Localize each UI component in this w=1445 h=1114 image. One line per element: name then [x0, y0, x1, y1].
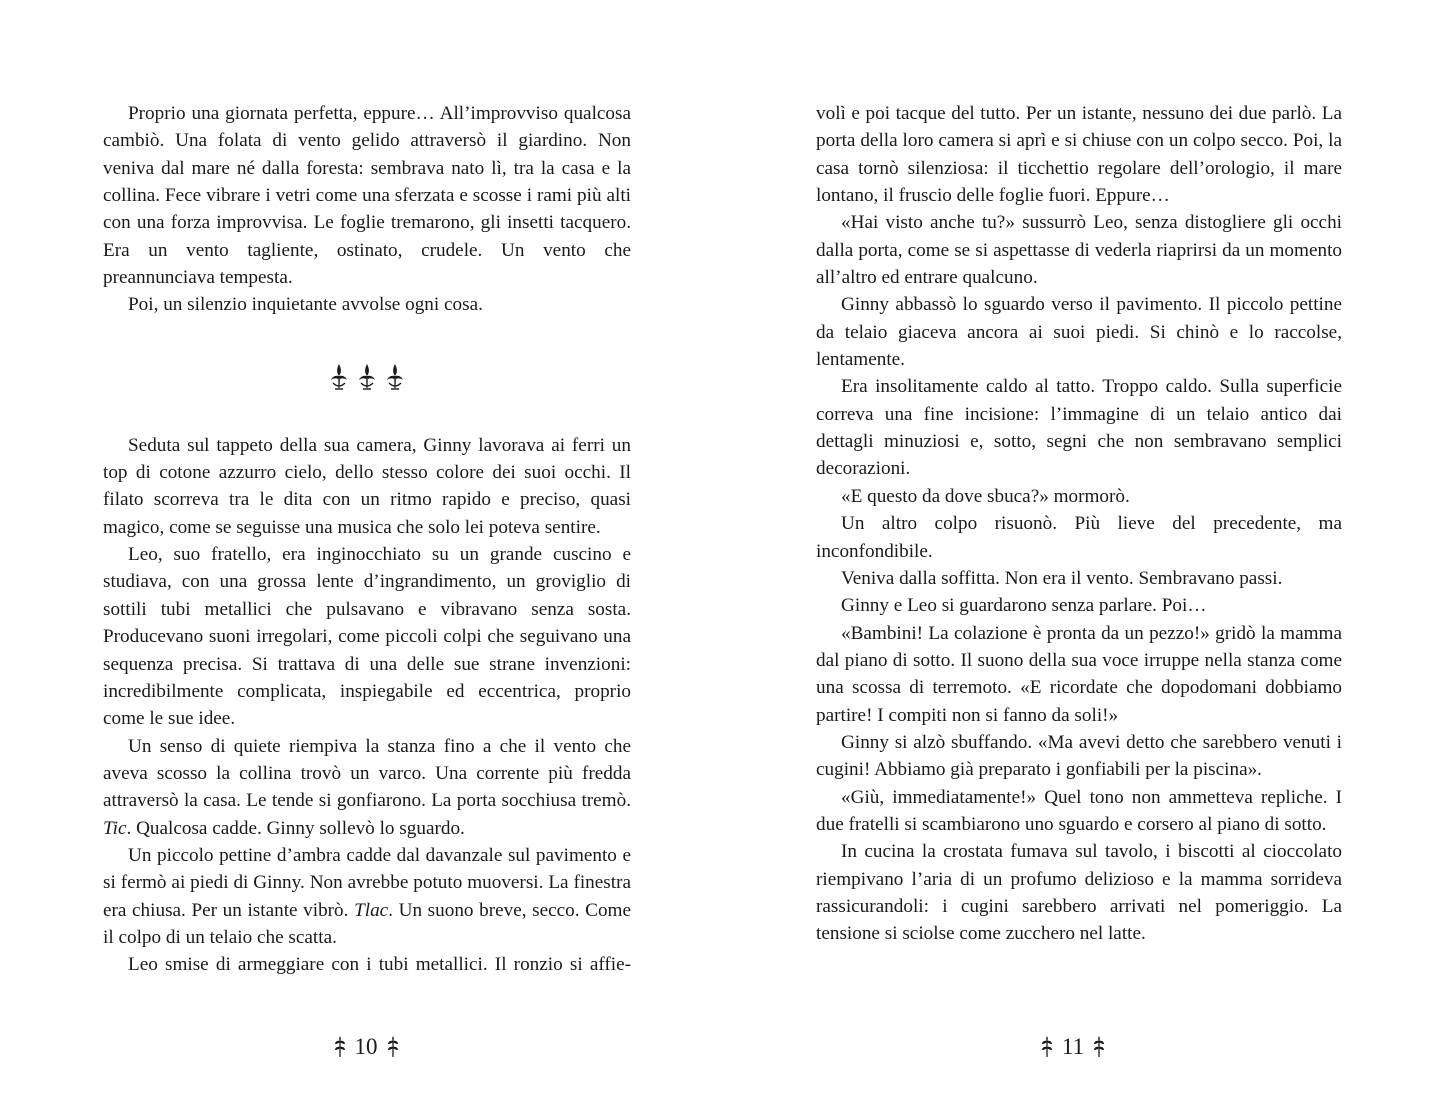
- paragraph-continued: volì e poi tacque del tutto. Per un istante, nessuno dei due parlò. La porta della loro camera si aprì e si chiuse con un colpo secco. Poi, la casa tornò silenziosa: il ticchettio regolare dell’orologio, il mare lontano, il fruscio delle foglie fuori. Eppure…: [816, 103, 1342, 207]
- paragraph: «Bambini! La colazione è pronta da un pezzo!» gridò la mamma dal piano di sotto. Il suono della sua voce irruppe nella stanza come una scossa di terremoto. «E ricordate che dopodomani dobbiamo partire! I compiti non si fanno da soli!»: [816, 622, 1342, 726]
- paragraph: Proprio una giornata perfetta, eppure… All’improvviso qualcosa cambiò. Una folata di vento gelido attraversò il giardino. Non veniva dal mare né dalla foresta: sembrava nato lì, tra la casa e la collina. Fece vibrare i vetri come una sferzata e scosse i rami più alti con una forza improvvisa. Le foglie tremarono, gli insetti tacquero. Era un vento tagliente, ostinato, crudele. Un vento che preannunciava tempesta.: [103, 103, 631, 289]
- page-number: 11: [1061, 1034, 1085, 1059]
- page-number-footer: [286, 1034, 446, 1060]
- paragraph: Leo, suo fratello, era inginocchiato su un grande cuscino e studiava, con una grossa lente d’ingrandimento, un groviglio di sottili tubi metallici che pulsavano e vibravano senza sosta. Producevano suoni irregolari, come piccoli colpi che seguivano una sequenza precisa. Si trattava di una delle sue strane invenzioni: incredibilmente complicata, inspiegabile ed eccentrica, proprio come le sue idee.: [103, 544, 631, 730]
- page-number: 10: [354, 1034, 378, 1059]
- paragraph: «E questo da dove sbuca?» mormorò.: [841, 485, 1130, 507]
- sprig-icon: [333, 1036, 347, 1058]
- fleur-de-lis-icon: [329, 363, 349, 391]
- paragraph: [103, 733, 631, 842]
- paragraph: Ginny si alzò sbuffando. «Ma avevi detto che sarebbero venuti i cugini! Abbiamo già preparato i gonfiabili per la piscina».: [816, 731, 1342, 781]
- section-break: [103, 323, 631, 432]
- paragraph: Poi, un silenzio inquietante avvolse ogni cosa.: [128, 294, 483, 316]
- paragraph: [103, 842, 631, 951]
- left-page-text: [103, 100, 631, 979]
- paragraph: Leo smise di armeggiare con i tubi metallici. Il ronzio si affie-: [128, 954, 631, 976]
- sprig-icon: [386, 1036, 400, 1058]
- paragraph: «Hai visto anche tu?» sussurrò Leo, senza distogliere gli occhi dalla porta, come se si aspettasse di vederla riaprirsi da un momento all’altro ed entrare qualcuno.: [816, 212, 1342, 289]
- paragraph: Ginny e Leo si guardarono senza parlare. Poi…: [841, 595, 1207, 617]
- sprig-icon: [1092, 1036, 1106, 1058]
- paragraph: In cucina la crostata fumava sul tavolo, i biscotti al cioccolato riempivano l’aria di un profumo delizioso e la mamma sorrideva rassicurandoli: i cugini sarebbero arrivati nel pomeriggio. La tensione si sciolse come zucchero nel latte.: [816, 841, 1342, 945]
- paragraph-text: . Qualcosa cadde. Ginny sollevò lo sguardo.: [126, 817, 465, 839]
- paragraph: Ginny abbassò lo sguardo verso il pavimento. Il piccolo pettine da telaio giaceva ancora ai suoi piedi. Si chinò e lo raccolse, lentamente.: [816, 294, 1342, 371]
- fleur-de-lis-icon: [357, 363, 377, 391]
- right-page: [722, 0, 1445, 1114]
- paragraph: Seduta sul tappeto della sua camera, Ginny lavorava ai ferri un top di cotone azzurro cielo, dello stesso colore dei suoi occhi. Il filato scorreva tra le dita con un ritmo rapido e preciso, quasi magico, come se seguisse una musica che solo lei poteva sentire.: [103, 434, 631, 538]
- italic-word: Tic: [103, 817, 127, 839]
- paragraph: Era insolitamente caldo al tatto. Troppo caldo. Sulla superficie correva una fine incisione: l’immagine di un telaio antico dai dettagli minuziosi e, sotto, segni che non sembravano semplici decorazioni.: [816, 376, 1342, 480]
- fleur-de-lis-icon: [385, 363, 405, 391]
- paragraph: «Giù, immediatamente!» Quel tono non ammetteva repliche. I due fratelli si scambiarono uno sguardo e corsero al piano di sotto.: [816, 786, 1342, 835]
- paragraph: Un altro colpo risuonò. Più lieve del precedente, ma inconfondibile.: [816, 513, 1342, 562]
- left-page: [0, 0, 722, 1114]
- paragraph-text: Un senso di quiete riempiva la stanza fino a che il vento che aveva scosso la collina trovò un varco. Una corrente più fredda attraversò la casa. Le tende si gonfiarono. La porta socchiusa tremò.: [103, 735, 631, 812]
- italic-word: Tlac: [354, 899, 389, 921]
- right-page-text: [816, 100, 1342, 948]
- sprig-icon: [1040, 1036, 1054, 1058]
- paragraph-text: . Un suono breve, secco. Come il colpo di un telaio che scatta.: [103, 899, 631, 948]
- paragraph-text: Un piccolo pettine d’ambra cadde dal davanzale sul pavimento e si fermò ai piedi di Ginny. Non avrebbe potuto muoversi. La finestra era chiusa. Per un istante vibrò.: [103, 844, 631, 921]
- page-number-footer: [993, 1034, 1153, 1060]
- paragraph: Veniva dalla soffitta. Non era il vento. Sembravano passi.: [841, 567, 1283, 589]
